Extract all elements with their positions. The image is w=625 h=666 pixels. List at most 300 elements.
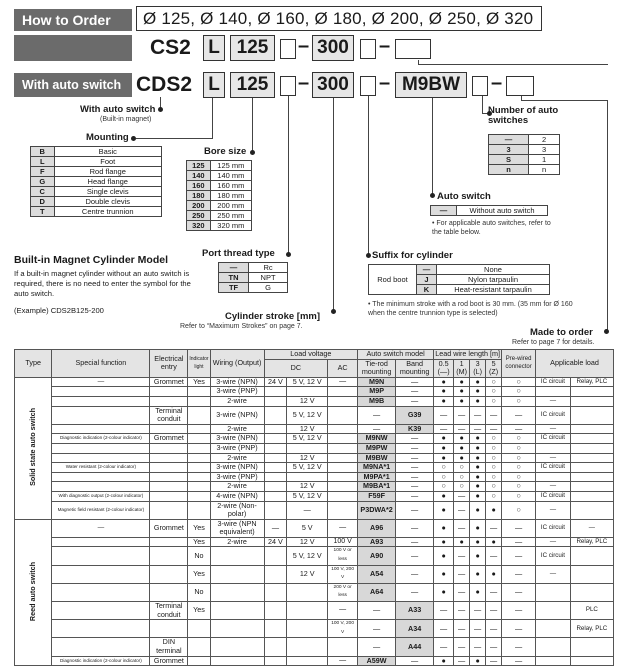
- builtin-example: (Example) CDS2B125-200: [14, 306, 104, 315]
- table-cell: [264, 472, 287, 482]
- table-cell: ●: [434, 443, 454, 453]
- table-cell: Relay, PLC: [570, 537, 613, 547]
- table-cell: [52, 424, 150, 434]
- table-cell: 3-wire (NPN): [210, 406, 264, 424]
- table-cell: —: [536, 453, 571, 463]
- table-cell: ●: [486, 565, 502, 583]
- table-cell: —: [454, 519, 470, 537]
- bore-code-box: 125: [230, 72, 275, 98]
- auto-switch-note: • For applicable auto switches, refer to the table below.: [432, 220, 551, 236]
- table-cell: 12 V: [287, 537, 328, 547]
- table-cell: [570, 491, 613, 501]
- table-row: [15, 396, 614, 406]
- table-cell: —: [486, 583, 502, 601]
- table-cell: —: [52, 519, 150, 537]
- table-cell: F59F: [358, 491, 396, 501]
- table-cell: [188, 434, 210, 444]
- table-row: — 2: [489, 135, 560, 145]
- table-cell: [150, 472, 188, 482]
- table-cell: 12 V: [287, 424, 328, 434]
- table-row: K Heat-resistant tarpaulin: [369, 285, 550, 295]
- table-cell: —: [454, 602, 470, 620]
- table-cell: 100 V, 200 V: [328, 620, 358, 638]
- table-row: B Basic: [31, 147, 162, 157]
- mounting-title: Mounting: [86, 132, 129, 143]
- dash: –: [491, 72, 503, 94]
- table-cell: 2-wire: [210, 424, 264, 434]
- table-cell: A44: [396, 638, 434, 656]
- table-cell: —: [502, 565, 536, 583]
- bore-code-box: 125: [230, 35, 275, 61]
- table-cell: ○: [502, 491, 536, 501]
- table-cell: A93: [358, 537, 396, 547]
- table-cell: M9NW: [358, 434, 396, 444]
- how-to-order-label: How to Order: [14, 9, 132, 31]
- table-cell: IC circuit: [536, 491, 571, 501]
- table-cell: [328, 453, 358, 463]
- table-cell: 2-wire: [210, 537, 264, 547]
- table-cell: ○: [434, 463, 454, 473]
- table-cell: ○: [486, 453, 502, 463]
- table-cell: —: [502, 406, 536, 424]
- table-cell: —: [486, 602, 502, 620]
- table-cell: —: [454, 547, 470, 565]
- table-cell: ●: [470, 583, 486, 601]
- table-cell: With diagnostic output (2-colour indicator): [52, 491, 150, 501]
- table-cell: [536, 443, 571, 453]
- table-cell: [287, 583, 328, 601]
- dash: –: [379, 72, 391, 94]
- table-cell: —: [434, 424, 454, 434]
- table-cell: —: [396, 583, 434, 601]
- table-cell: —: [396, 443, 434, 453]
- table-cell: M9BA*1: [358, 482, 396, 492]
- table-cell: A34: [396, 620, 434, 638]
- table-cell: 3-wire (NPN): [210, 377, 264, 387]
- table-cell: —: [470, 424, 486, 434]
- table-cell: —: [396, 434, 434, 444]
- table-cell: 12 V: [287, 396, 328, 406]
- suffix-code-box: [360, 76, 376, 96]
- table-row: [15, 638, 614, 656]
- table-cell: —: [358, 424, 396, 434]
- table-cell: [52, 482, 150, 492]
- table-cell: —: [536, 396, 571, 406]
- table-cell: 200 V or less: [328, 583, 358, 601]
- table-cell: [150, 537, 188, 547]
- made-to-order-note: Refer to page 7 for details.: [512, 339, 595, 346]
- table-cell: 3-wire (NPN): [210, 463, 264, 473]
- table-cell: Diagnostic indication (2-colour indicator): [52, 434, 150, 444]
- table-cell: —: [396, 453, 434, 463]
- table-cell: [287, 443, 328, 453]
- table-row: — Rc: [219, 263, 288, 273]
- table-cell: ●: [434, 583, 454, 601]
- table-cell: ●: [470, 453, 486, 463]
- table-cell: —: [396, 491, 434, 501]
- table-cell: A64: [358, 583, 396, 601]
- table-cell: [287, 602, 328, 620]
- table-cell: Water resistant (2-colour indicator): [52, 463, 150, 473]
- table-cell: M9PA*1: [358, 472, 396, 482]
- table-cell: ○: [502, 443, 536, 453]
- table-cell: —: [536, 501, 571, 519]
- table-cell: —: [470, 602, 486, 620]
- table-cell: [150, 463, 188, 473]
- table-cell: [570, 424, 613, 434]
- table-cell: [264, 463, 287, 473]
- table-cell: ○: [486, 463, 502, 473]
- table-cell: —: [470, 638, 486, 656]
- table-cell: [188, 638, 210, 656]
- num-switch-code-box: [472, 76, 488, 96]
- table-cell: [264, 656, 287, 666]
- table-cell: ○: [486, 387, 502, 397]
- table-cell: 5 V, 12 V: [287, 377, 328, 387]
- table-cell: A33: [396, 602, 434, 620]
- table-cell: M9NA*1: [358, 463, 396, 473]
- table-cell: ●: [454, 537, 470, 547]
- table-cell: ○: [502, 377, 536, 387]
- table-cell: —: [502, 424, 536, 434]
- table-cell: 2-wire: [210, 396, 264, 406]
- table-cell: —: [328, 602, 358, 620]
- table-row: [15, 463, 614, 473]
- bore-size-list: Ø 125, Ø 140, Ø 160, Ø 180, Ø 200, Ø 250, Ø 320: [136, 6, 542, 31]
- table-cell: 5 V, 12 V: [287, 547, 328, 565]
- table-cell: [264, 501, 287, 519]
- table-cell: [150, 443, 188, 453]
- table-cell: Yes: [188, 602, 210, 620]
- table-cell: [570, 656, 613, 666]
- table-cell: 12 V: [287, 453, 328, 463]
- table-row: 200 200 mm: [187, 201, 252, 211]
- table-cell: [570, 547, 613, 565]
- table-cell: [52, 547, 150, 565]
- table-row: 320 320 mm: [187, 221, 252, 231]
- suffix-title: Suffix for cylinder: [372, 250, 453, 261]
- builtin-text: If a built-in magnet cylinder without an auto switch is required, there is no need to enter the symbol for the auto switch.: [14, 269, 191, 298]
- table-cell: ○: [502, 482, 536, 492]
- table-row: [15, 501, 614, 519]
- table-cell: [52, 443, 150, 453]
- table-row: [15, 565, 614, 583]
- table-cell: ○: [454, 472, 470, 482]
- table-cell: —: [328, 377, 358, 387]
- table-cell: —: [434, 406, 454, 424]
- table-cell: M9P: [358, 387, 396, 397]
- table-cell: Grommet: [150, 656, 188, 666]
- table-cell: [52, 583, 150, 601]
- table-cell: —: [502, 537, 536, 547]
- table-cell: [536, 387, 571, 397]
- stroke-code-box: 300: [312, 35, 354, 61]
- table-cell: [328, 501, 358, 519]
- mto-code-box-2: [506, 76, 534, 96]
- table-cell: ●: [434, 656, 454, 666]
- table-cell: [52, 396, 150, 406]
- table-cell: [570, 434, 613, 444]
- table-cell: ●: [454, 453, 470, 463]
- port-code-box: [280, 76, 296, 96]
- table-cell: —: [358, 406, 396, 424]
- table-cell: [150, 396, 188, 406]
- mto-code-box: [395, 39, 431, 59]
- table-cell: [188, 387, 210, 397]
- table-cell: [188, 656, 210, 666]
- table-cell: [150, 387, 188, 397]
- table-cell: [188, 453, 210, 463]
- suffix-code-box: [360, 39, 376, 59]
- table-cell: —: [570, 519, 613, 537]
- table-cell: —: [486, 638, 502, 656]
- table-cell: [150, 491, 188, 501]
- port-code-box: [280, 39, 296, 59]
- table-cell: [150, 482, 188, 492]
- table-cell: [287, 656, 328, 666]
- table-cell: 5 V, 12 V: [287, 434, 328, 444]
- suffix-note: • The minimum stroke with a rod boot is 30 mm. (35 mm for Ø 160 when the centre trunnion type is selected): [368, 301, 573, 317]
- table-cell: ○: [434, 482, 454, 492]
- stroke-code-box: 300: [312, 72, 354, 98]
- table-cell: [287, 638, 328, 656]
- table-cell: IC circuit: [536, 377, 571, 387]
- table-cell: —: [536, 424, 571, 434]
- table-cell: 5 V, 12 V: [287, 463, 328, 473]
- bore-title: Bore size: [204, 146, 247, 157]
- table-cell: ●: [486, 537, 502, 547]
- table-cell: ●: [470, 396, 486, 406]
- table-cell: [328, 387, 358, 397]
- table-cell: [264, 638, 287, 656]
- table-cell: [188, 491, 210, 501]
- table-cell: —: [502, 638, 536, 656]
- table-cell: [52, 472, 150, 482]
- table-cell: 3-wire (NPN equivalent): [210, 519, 264, 537]
- table-cell: [264, 424, 287, 434]
- table-cell: [570, 472, 613, 482]
- table-row: 160 160 mm: [187, 181, 252, 191]
- table-cell: A90: [358, 547, 396, 565]
- table-cell: 3-wire (PNP): [210, 387, 264, 397]
- table-cell: —: [287, 501, 328, 519]
- table-cell: [570, 443, 613, 453]
- table-cell: ●: [470, 537, 486, 547]
- table-cell: 24 V: [264, 377, 287, 387]
- table-cell: [52, 602, 150, 620]
- table-cell: ●: [470, 501, 486, 519]
- table-row: 125 125 mm: [187, 161, 252, 171]
- table-row: [15, 491, 614, 501]
- table-cell: [570, 406, 613, 424]
- table-cell: [188, 463, 210, 473]
- table-cell: [150, 583, 188, 601]
- table-cell: [188, 472, 210, 482]
- table-cell: —: [396, 547, 434, 565]
- table-cell: —: [264, 519, 287, 537]
- table-cell: [328, 463, 358, 473]
- table-cell: ○: [486, 377, 502, 387]
- table-cell: 3-wire (PNP): [210, 443, 264, 453]
- table-cell: ●: [470, 519, 486, 537]
- table-cell: [328, 406, 358, 424]
- table-cell: —: [486, 519, 502, 537]
- model-prefix-auto: CDS2: [136, 73, 193, 96]
- table-cell: 100 V or less: [328, 547, 358, 565]
- table-cell: ●: [470, 547, 486, 565]
- table-cell: [536, 620, 571, 638]
- table-cell: [210, 583, 264, 601]
- table-cell: PLC: [570, 602, 613, 620]
- table-cell: ●: [434, 396, 454, 406]
- table-cell: ○: [486, 434, 502, 444]
- table-cell: —: [396, 565, 434, 583]
- table-cell: IC circuit: [536, 434, 571, 444]
- dash: –: [379, 35, 391, 57]
- table-row: [15, 482, 614, 492]
- auto-switch-table-main: Type Special function Electrical entry Indicator light Wiring (Output) Load voltage Auto switch model Lead wire length [m] Pre-wired connector Applicable load DC AC Tie-rod mounting Band mounting 0.5 (—) 1 (M) 3 (L) 5 (Z) Solid state auto switch — Grommet Yes 3-wire (NPN) 24 V 5 V, 12 V — M9N — ● ● ● ○ ○ IC circuit Relay, PLC 3-wire (PNP) M9P — ● ● ● ○ ○ 2-wire 12 V M9B — ● ● ● ○ ○ — Terminal conduit 3-wire (NPN) 5 V, 12 V — G39 — — — — — IC circuit 2-wire 12 V — K39 — — — — — — Diagnostic indication (2-colour indicator) Grommet 3-wire (NPN) 5 V, 12 V M9NW — ● ● ● ○ ○ IC circuit 3-wire (PNP) M9PW — ● ● ● ○ ○ 2-wire 12 V M9BW — ● ● ● ○ ○ — Water resistant (2-colour indicator) 3-wire (NPN) 5 V, 12 V M9NA*1 — ○ ○ ● ○ ○ IC circuit 3-wire (PNP) M9PA*1 — ○ ○ ● ○ ○ 2-wire 12 V M9BA*1 — ○ ○ ● ○ ○ — With diagnostic output (2-colour indicator) 4-wire (NPN) 5 V, 12 V F59F — ● — ● ○ ○ IC circuit Magnetic field resistant (2-colour indicator) 2-wire (Non-polar) — P3DWA*2 — ● — ● ● ○ — Reed auto switch — Grommet Yes 3-wire (NPN equivalent) — 5 V — A96 — ● — ● — — IC circuit — Yes 2-wire 24 V 12 V 100 V A93 — ● ● ● ● — — Relay, PLC No 5 V, 12 V 100 V or less A90 — ● — ● — — IC circuit Yes 12 V 100 V, 200 V A54 — ● — ● ● — — No 200 V or less A64 — ● — ● — — Terminal conduit Yes — — A33 — — — — — PLC 100 V, 200 V — A34 — — — — — Relay, PLC DIN terminal — A44 — — — — — Diagnostic indication (2-colour indicator) Grommet — A59W — ● — ● — —: [14, 349, 614, 666]
- table-cell: [188, 443, 210, 453]
- table-cell: ○: [502, 387, 536, 397]
- table-cell: —: [396, 519, 434, 537]
- table-cell: —: [396, 537, 434, 547]
- table-cell: [188, 406, 210, 424]
- table-cell: ●: [434, 501, 454, 519]
- table-cell: ●: [470, 565, 486, 583]
- table-cell: [150, 501, 188, 519]
- port-title: Port thread type: [202, 248, 275, 259]
- table-cell: 5 V, 12 V: [287, 406, 328, 424]
- table-cell: Grommet: [150, 434, 188, 444]
- table-cell: [287, 620, 328, 638]
- table-cell: ○: [486, 491, 502, 501]
- table-cell: Grommet: [150, 519, 188, 537]
- table-row: [15, 434, 614, 444]
- table-row: [15, 583, 614, 601]
- table-cell: 2-wire: [210, 453, 264, 463]
- table-cell: ●: [434, 387, 454, 397]
- table-cell: [570, 583, 613, 601]
- table-cell: ○: [454, 482, 470, 492]
- table-cell: 2-wire (Non-polar): [210, 501, 264, 519]
- with-auto-switch-title: With auto switch: [80, 104, 156, 115]
- table-cell: M9B: [358, 396, 396, 406]
- table-cell: —: [396, 482, 434, 492]
- table-row: [15, 620, 614, 638]
- table-cell: [570, 501, 613, 519]
- table-cell: IC circuit: [536, 406, 571, 424]
- table-cell: [188, 501, 210, 519]
- table-row: L Foot: [31, 157, 162, 167]
- table-cell: [328, 638, 358, 656]
- table-cell: —: [502, 519, 536, 537]
- table-cell: —: [486, 424, 502, 434]
- table-cell: ●: [454, 443, 470, 453]
- stroke-note: Refer to “Maximum Strokes” on page 7.: [180, 323, 303, 330]
- table-cell: —: [396, 463, 434, 473]
- table-cell: ●: [434, 377, 454, 387]
- table-cell: ○: [502, 434, 536, 444]
- table-row: [15, 377, 614, 387]
- port-table: [218, 262, 288, 293]
- dash: –: [298, 35, 310, 57]
- table-cell: M9PW: [358, 443, 396, 453]
- table-cell: 12 V: [287, 482, 328, 492]
- table-cell: [570, 463, 613, 473]
- table-cell: [264, 443, 287, 453]
- table-row: [15, 656, 614, 666]
- table-cell: [52, 387, 150, 397]
- table-cell: ○: [454, 463, 470, 473]
- bore-table: [186, 160, 252, 231]
- table-cell: —: [502, 547, 536, 565]
- mounting-table: [30, 146, 162, 217]
- model-prefix: CS2: [150, 36, 191, 59]
- table-cell: [264, 396, 287, 406]
- table-cell: —: [396, 377, 434, 387]
- table-cell: [150, 453, 188, 463]
- table-row: [15, 602, 614, 620]
- table-cell: [188, 620, 210, 638]
- table-cell: [264, 453, 287, 463]
- code-band: [14, 35, 132, 61]
- table-cell: [328, 472, 358, 482]
- table-cell: —: [434, 638, 454, 656]
- table-cell: [210, 565, 264, 583]
- table-cell: ○: [434, 472, 454, 482]
- table-cell: —: [536, 482, 571, 492]
- table-row: n n: [489, 165, 560, 175]
- table-cell: ●: [434, 537, 454, 547]
- table-cell: [52, 453, 150, 463]
- suffix-table: [368, 264, 550, 295]
- table-cell: [210, 547, 264, 565]
- table-cell: [570, 482, 613, 492]
- table-cell: —: [536, 565, 571, 583]
- mounting-code-box: L: [203, 35, 225, 61]
- table-cell: Yes: [188, 565, 210, 583]
- table-cell: A96: [358, 519, 396, 537]
- table-cell: IC circuit: [536, 547, 571, 565]
- table-cell: —: [454, 424, 470, 434]
- table-cell: [328, 396, 358, 406]
- table-row: C Single clevis: [31, 187, 162, 197]
- table-cell: —: [396, 387, 434, 397]
- table-cell: IC circuit: [536, 463, 571, 473]
- table-cell: K39: [396, 424, 434, 434]
- table-cell: ●: [434, 453, 454, 463]
- table-cell: [150, 565, 188, 583]
- stroke-title: Cylinder stroke [mm]: [225, 311, 321, 322]
- table-row: [15, 443, 614, 453]
- table-cell: [210, 602, 264, 620]
- table-cell: —: [358, 638, 396, 656]
- table-cell: [264, 434, 287, 444]
- table-cell: ●: [470, 443, 486, 453]
- table-cell: [328, 434, 358, 444]
- table-cell: —: [454, 565, 470, 583]
- table-cell: —: [502, 583, 536, 601]
- table-cell: ●: [454, 396, 470, 406]
- table-row: S 1: [489, 155, 560, 165]
- table-cell: Terminal conduit: [150, 406, 188, 424]
- table-cell: ●: [454, 387, 470, 397]
- table-cell: No: [188, 583, 210, 601]
- table-row: Rod boot — None: [369, 265, 550, 275]
- table-cell: [264, 547, 287, 565]
- table-cell: ●: [454, 434, 470, 444]
- table-cell: [328, 443, 358, 453]
